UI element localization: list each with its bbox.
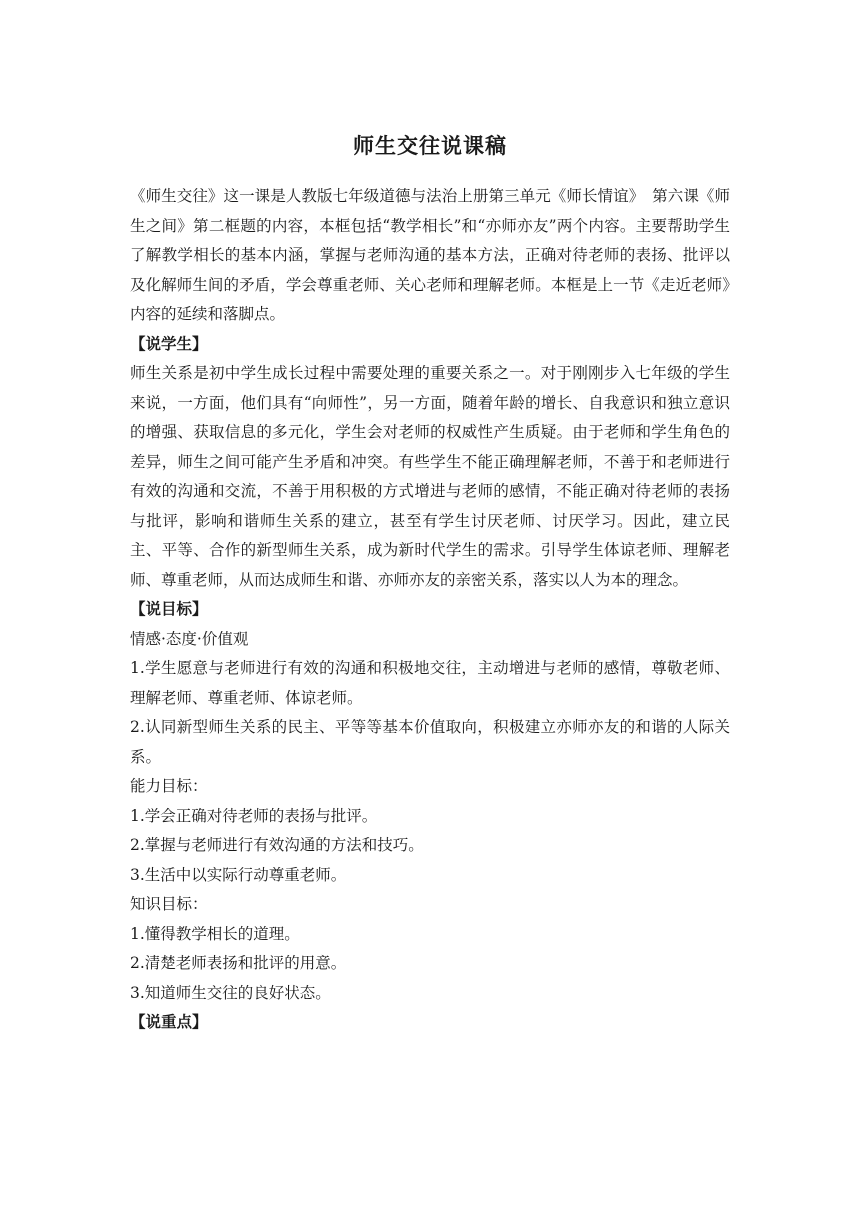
section-heading-key-points: 【说重点】	[130, 1013, 208, 1031]
section-heading-goals: 【说目标】	[130, 600, 208, 618]
knowledge-goal-item: 1.懂得教学相长的道理。	[130, 924, 300, 943]
emotion-goal-item: 2.认同新型师生关系的民主、平等等基本价值取向，积极建立亦师亦友的和谐的人际关系。	[130, 718, 730, 766]
intro-paragraph: 《师生交往》这一课是人教版七年级道德与法治上册第三单元《师长情谊》 第六课《师生之间》第二框题的内容，本框包括“教学相长”和“亦师亦友”两个内容。主要帮助学生了解教学相长的基本内涵，掌握与老师沟通的基本方法，正确对待老师的表扬、批评以及化解师生间的矛盾，学会尊重老师、关心老师和理解老师。本框是上一节《走近老师》内容的延续和落脚点。	[130, 187, 730, 323]
knowledge-goal-item: 2.清楚老师表扬和批评的用意。	[130, 954, 347, 972]
document-title: 师生交往说课稿	[353, 134, 507, 158]
knowledge-goals-label: 知识目标：	[130, 895, 208, 913]
emotion-goals-label: 情感·态度·价值观	[130, 629, 249, 648]
ability-goals-label: 能力目标：	[130, 777, 208, 795]
ability-goal-item: 1.学会正确对待老师的表扬与批评。	[130, 806, 378, 825]
knowledge-goal-item: 3.知道师生交往的良好状态。	[130, 983, 331, 1002]
section-heading-students: 【说学生】	[130, 334, 208, 353]
ability-goal-item: 3.生活中以实际行动尊重老师。	[130, 865, 347, 884]
emotion-goal-item: 1.学生愿意与老师进行有效的沟通和积极地交往，主动增进与老师的感情，尊敬老师、理解老师、尊重老师、体谅老师。	[130, 659, 730, 707]
students-paragraph: 师生关系是初中学生成长过程中需要处理的重要关系之一。对于刚刚步入七年级的学生来说，一方面，他们具有“向师性”，另一方面，随着年龄的增长、自我意识和独立意识的增强、获取信息的多元化，学生会对老师的权威性产生质疑。由于老师和学生角色的差异，师生之间可能产生矛盾和冲突。有些学生不能正确理解老师，不善于和老师进行有效的沟通和交流，不善于用积极的方式增进与老师的感情，不能正确对待老师的表扬与批评，影响和谐师生关系的建立，甚至有学生讨厌老师、讨厌学习。因此，建立民主、平等、合作的新型师生关系，成为新时代学生的需求。引导学生体谅老师、理解老师、尊重老师，从而达成师生和谐、亦师亦友的亲密关系，落实以人为本的理念。	[130, 364, 730, 589]
ability-goal-item: 2.掌握与老师进行有效沟通的方法和技巧。	[130, 836, 424, 854]
document-page	[130, 128, 730, 1038]
